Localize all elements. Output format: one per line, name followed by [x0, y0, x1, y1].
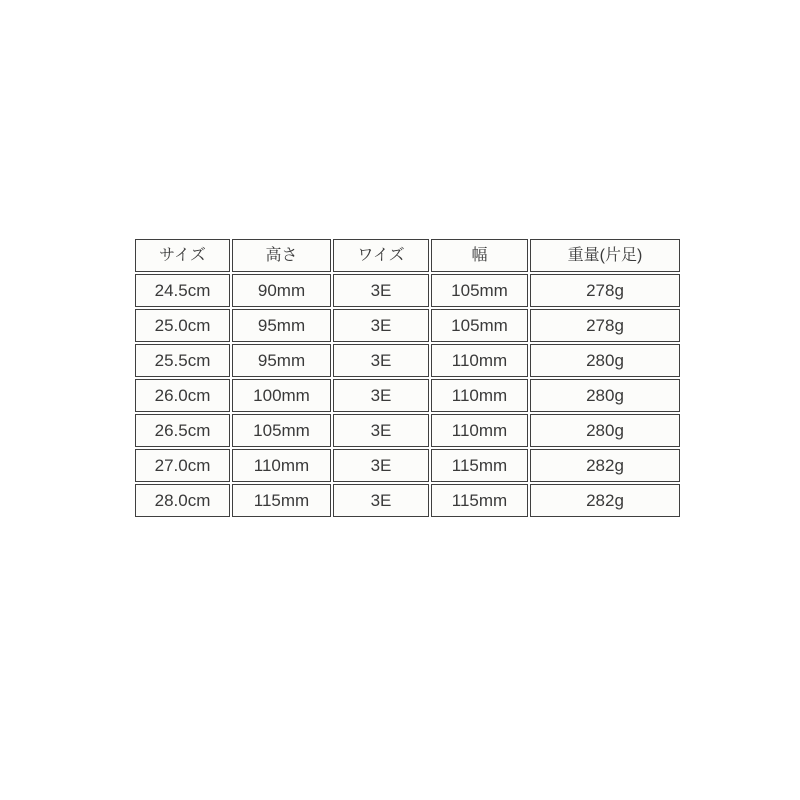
table-row	[135, 449, 680, 482]
cell-weight: 278g	[530, 274, 680, 307]
cell-wise: 3E	[333, 414, 429, 447]
cell-size: 27.0cm	[135, 449, 230, 482]
cell-height: 95mm	[232, 309, 331, 342]
cell-size: 26.5cm	[135, 414, 230, 447]
cell-size: 25.0cm	[135, 309, 230, 342]
cell-height: 90mm	[232, 274, 331, 307]
table-row	[135, 379, 680, 412]
cell-size: 24.5cm	[135, 274, 230, 307]
cell-wise: 3E	[333, 274, 429, 307]
cell-size: 25.5cm	[135, 344, 230, 377]
size-spec-table-container	[133, 237, 682, 519]
table-header-row	[135, 239, 680, 272]
cell-wise: 3E	[333, 309, 429, 342]
cell-size: 28.0cm	[135, 484, 230, 517]
cell-weight: 280g	[530, 379, 680, 412]
header-wise: ワイズ	[333, 239, 429, 272]
table-row	[135, 274, 680, 307]
size-spec-table	[133, 237, 682, 519]
cell-width: 105mm	[431, 309, 528, 342]
cell-weight: 282g	[530, 449, 680, 482]
cell-height: 100mm	[232, 379, 331, 412]
cell-height: 115mm	[232, 484, 331, 517]
table-row	[135, 344, 680, 377]
cell-wise: 3E	[333, 449, 429, 482]
cell-width: 105mm	[431, 274, 528, 307]
cell-wise: 3E	[333, 484, 429, 517]
cell-width: 115mm	[431, 484, 528, 517]
cell-height: 105mm	[232, 414, 331, 447]
header-size: サイズ	[135, 239, 230, 272]
cell-weight: 280g	[530, 344, 680, 377]
cell-width: 110mm	[431, 414, 528, 447]
cell-weight: 280g	[530, 414, 680, 447]
cell-wise: 3E	[333, 344, 429, 377]
header-width: 幅	[431, 239, 528, 272]
cell-weight: 278g	[530, 309, 680, 342]
table-row	[135, 309, 680, 342]
table-row	[135, 484, 680, 517]
cell-height: 110mm	[232, 449, 331, 482]
header-weight: 重量(片足)	[530, 239, 680, 272]
cell-wise: 3E	[333, 379, 429, 412]
cell-weight: 282g	[530, 484, 680, 517]
cell-width: 115mm	[431, 449, 528, 482]
cell-height: 95mm	[232, 344, 331, 377]
cell-size: 26.0cm	[135, 379, 230, 412]
header-height: 高さ	[232, 239, 331, 272]
cell-width: 110mm	[431, 379, 528, 412]
cell-width: 110mm	[431, 344, 528, 377]
table-row	[135, 414, 680, 447]
